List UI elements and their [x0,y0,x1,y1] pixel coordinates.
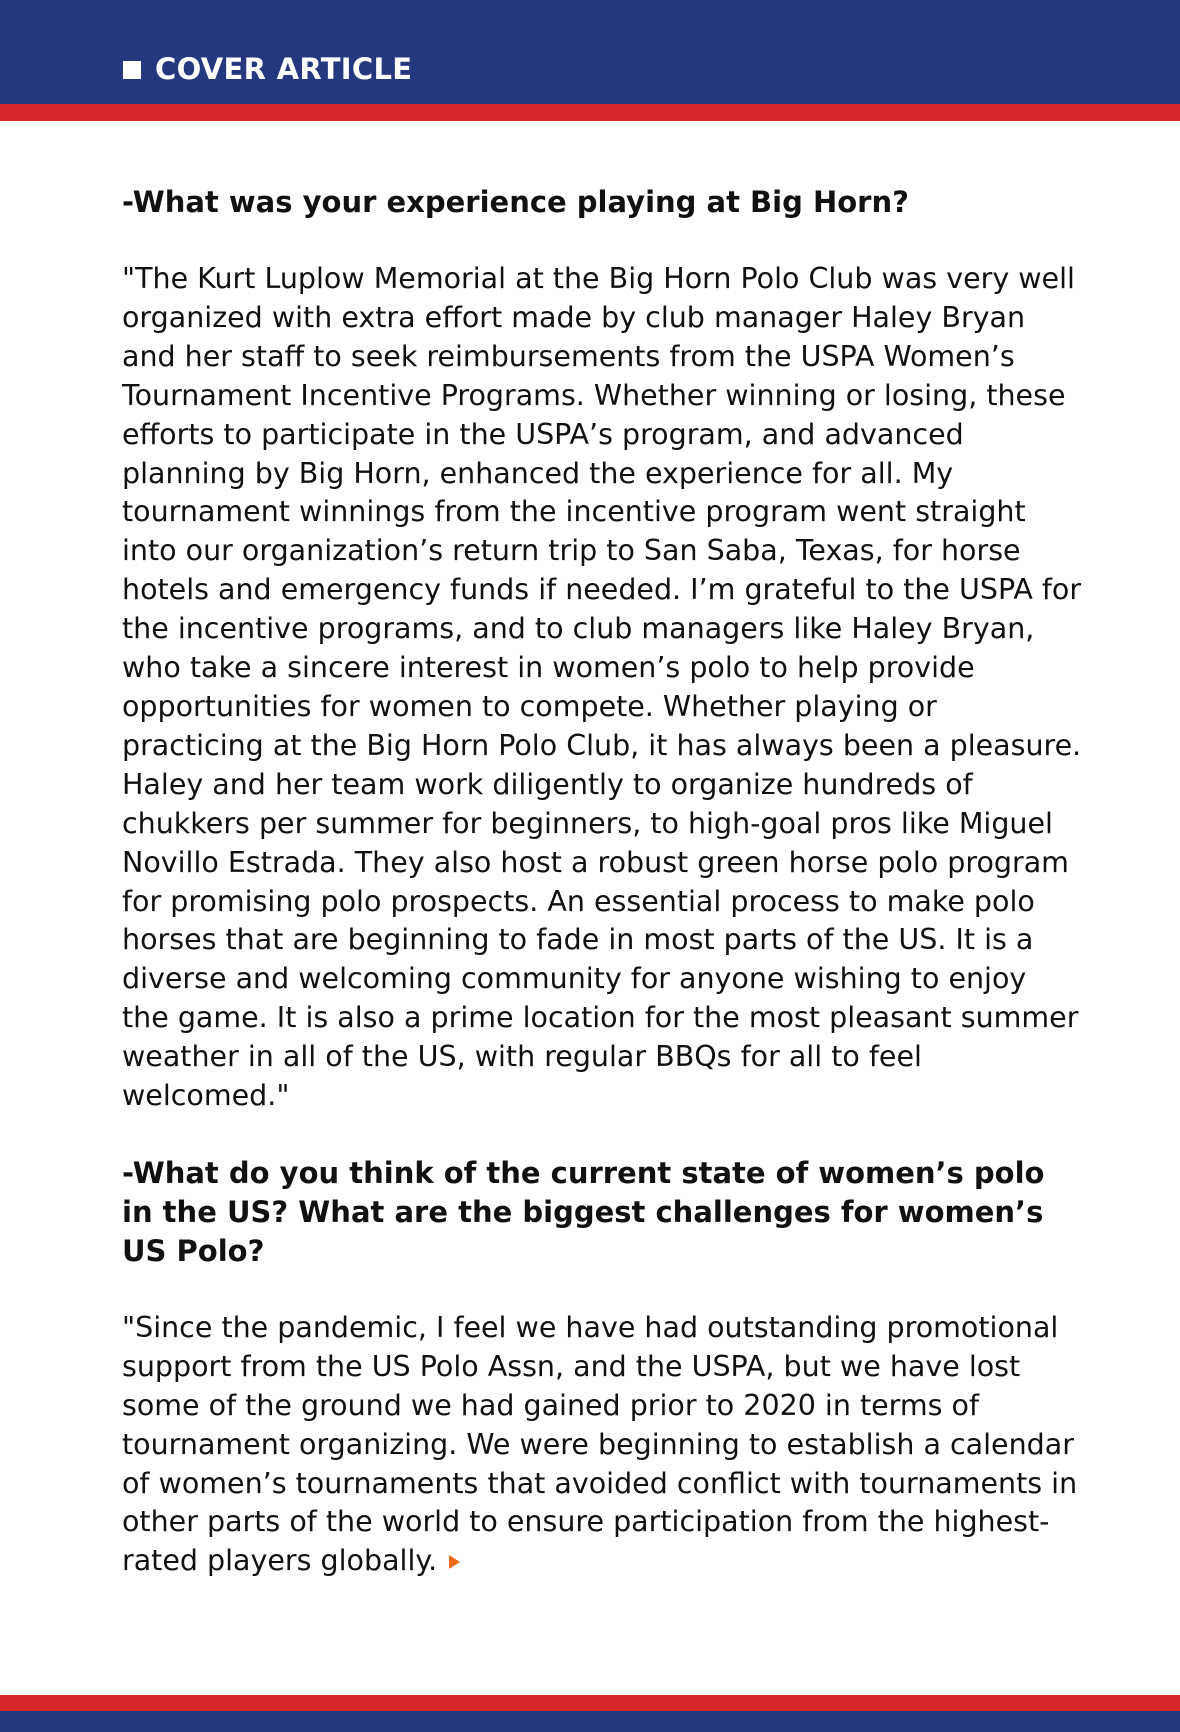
section-label: COVER ARTICLE [155,52,413,86]
answer-2-text: "Since the pandemic, I feel we have had outstanding promotional support from the US Polo Assn, and the USPA, but we have lost some of the ground we had gained prior to 2020 in terms of tournament organizing. We were beginning to establish a calendar of women’s tournaments that avoided conflict with tournaments in other parts of the world to ensure participation from the highest-rated players globally. [122,1310,1078,1578]
header-red-stripe [0,104,1180,121]
question-1: -What was your experience playing at Big Horn? [122,185,909,219]
answer-2 [122,1309,1082,1581]
continue-arrow-icon [449,1555,460,1569]
answer-1: "The Kurt Luplow Memorial at the Big Horn Polo Club was very well organized with extra effort made by club manager Haley Bryan and her staff to seek reimbursements from the USPA Women’s Tournament Incentive Programs. Whether winning or losing, these efforts to participate in the USPA’s program, and advanced planning by Big Horn, enhanced the experience for all. My tournament winnings from the incentive program went straight into our organization’s return trip to San Saba, Texas, for horse hotels and emergency funds if needed. I’m grateful to the USPA for the incentive programs, and to club managers like Haley Bryan, who take a sincere interest in women’s polo to help provide opportunities for women to compete. Whether playing or practicing at the Big Horn Polo Club, it has always been a pleasure. Haley and her team work diligently to organize hundreds of chukkers per summer for beginners, to high-goal pros like Miguel Novillo Estrada. They also host a robust green horse polo program for promising polo prospects. An essential process to make polo horses that are beginning to fade in most parts of the US. It is a diverse and welcoming community for anyone wishing to enjoy the game. It is also a prime location for the most pleasant summer weather in all of the US, with regular BBQs for all to feel welcomed." [122,262,1082,1113]
section-square-icon [123,61,141,79]
article-body [122,183,1082,1581]
footer-red-stripe [0,1695,1180,1711]
footer-bar [0,1711,1180,1732]
question-2: -What do you think of the current state of women’s polo in the US? What are the biggest challenges for women’s US Polo? [122,1155,1045,1268]
